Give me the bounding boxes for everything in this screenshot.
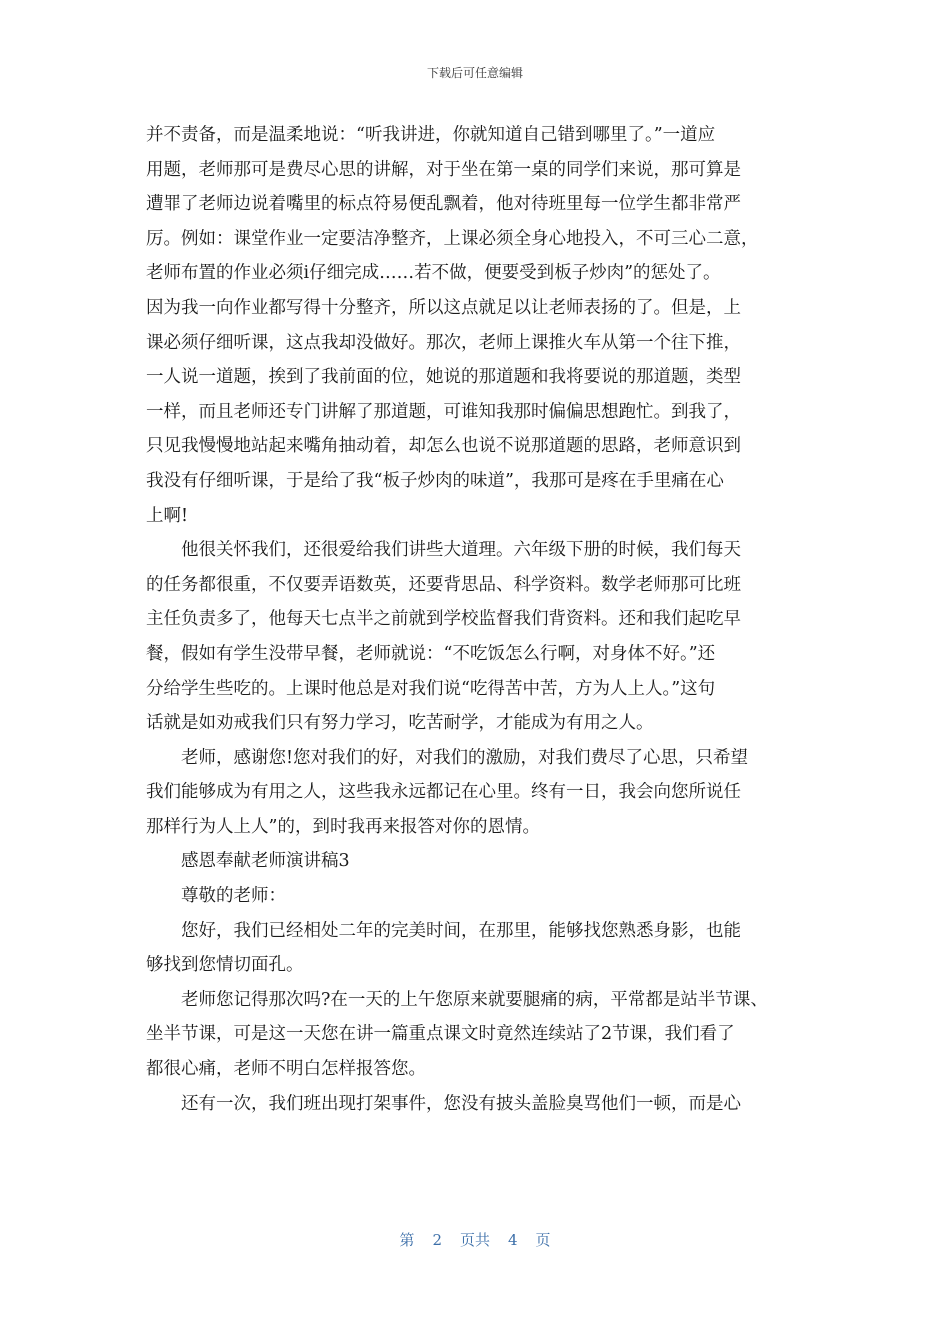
- text-line: 我没有仔细听课，于是给了我“板子炒肉的味道”，我那可是疼在手里痛在心: [146, 470, 724, 491]
- text-line: 都很心痛，老师不明白怎样报答您。: [146, 1059, 426, 1080]
- text-line: 的任务都很重，不仅要弄语数英，还要背思品、科学资料。数学老师那可比班: [146, 574, 741, 595]
- text-line: 还有一次，我们班出现打架事件，您没有披头盖脸臭骂他们一顿，而是心: [181, 1093, 741, 1114]
- text-line: 那样行为人上人”的，到时我再来报答对你的恩情。: [146, 816, 540, 837]
- page-header: 下载后可任意编辑: [426, 66, 523, 80]
- text-line: 并不责备，而是温柔地说：“听我讲进，你就知道自己错到哪里了。”一道应: [146, 125, 716, 145]
- footer-label-end: 页: [535, 1231, 551, 1249]
- footer-label-of: 页共: [459, 1231, 490, 1249]
- document-body: [146, 118, 826, 1121]
- text-line: 感恩奉献老师演讲稿3: [181, 851, 350, 872]
- text-line: 老师您记得那次吗?在一天的上午您原来就要腿痛的病，平常都是站半节课、: [181, 989, 768, 1010]
- footer-total-pages: 4: [508, 1231, 518, 1249]
- text-line: 分给学生些吃的。上课时他总是对我们说“吃得苦中苦，方为人上人。”这句: [146, 678, 716, 699]
- text-line: 一样，而且老师还专门讲解了那道题，可谁知我那时偏偏思想跑忙。到我了，: [146, 401, 741, 422]
- footer-label-page: 第: [399, 1231, 415, 1249]
- text-line: 我们能够成为有用之人，这些我永远都记在心里。终有一日，我会向您所说任: [146, 782, 741, 803]
- text-line: 话就是如劝戒我们只有努力学习，吃苦耐学，才能成为有用之人。: [146, 713, 654, 734]
- text-line: 因为我一向作业都写得十分整齐，所以这点就足以让老师表扬的了。但是，上: [146, 297, 741, 318]
- text-line: 一人说一道题，挨到了我前面的位，她说的那道题和我将要说的那道题，类型: [146, 367, 741, 388]
- text-line: 够找到您情切面孔。: [146, 955, 304, 976]
- text-line: 厉。例如：课堂作业一定要洁净整齐，上课必须全身心地投入，不可三心二意，: [146, 228, 759, 249]
- text-line: 只见我慢慢地站起来嘴角抽动着，却怎么也说不说那道题的思路，老师意识到: [146, 436, 741, 457]
- text-line: 遭罪了老师边说着嘴里的标点符易便乱飘着，他对待班里每一位学生都非常严: [146, 194, 741, 215]
- footer-current-page: 2: [432, 1231, 442, 1249]
- text-line: 餐，假如有学生没带早餐，老师就说：“不吃饭怎么行啊，对身体不好。”还: [146, 643, 716, 664]
- text-line: 尊敬的老师：: [181, 886, 286, 907]
- text-line: 课必须仔细听课，这点我却没做好。那次，老师上课推火车从第一个往下推，: [146, 332, 741, 353]
- text-line: 您好，我们已经相处二年的完美时间，在那里，能够找您熟悉身影，也能: [181, 920, 741, 941]
- text-line: 上啊!: [146, 505, 189, 526]
- text-line: 老师布置的作业必须i仔细完成……若不做，便要受到板子炒肉”的惩处了。: [146, 263, 721, 284]
- page-footer: [0, 1229, 950, 1250]
- text-line: 坐半节课，可是这一天您在讲一篇重点课文时竟然连续站了2节课，我们看了: [146, 1024, 735, 1045]
- text-line: 老师，感谢您!您对我们的好，对我们的激励，对我们费尽了心思，只希望: [181, 747, 749, 768]
- text-line: 主任负责多了，他每天七点半之前就到学校监督我们背资料。还和我们起吃早: [146, 609, 741, 630]
- text-line: 用题，老师那可是费尽心思的讲解，对于坐在第一桌的同学们来说，那可算是: [146, 159, 741, 180]
- text-line: 他很关怀我们，还很爱给我们讲些大道理。六年级下册的时候，我们每天: [181, 540, 741, 561]
